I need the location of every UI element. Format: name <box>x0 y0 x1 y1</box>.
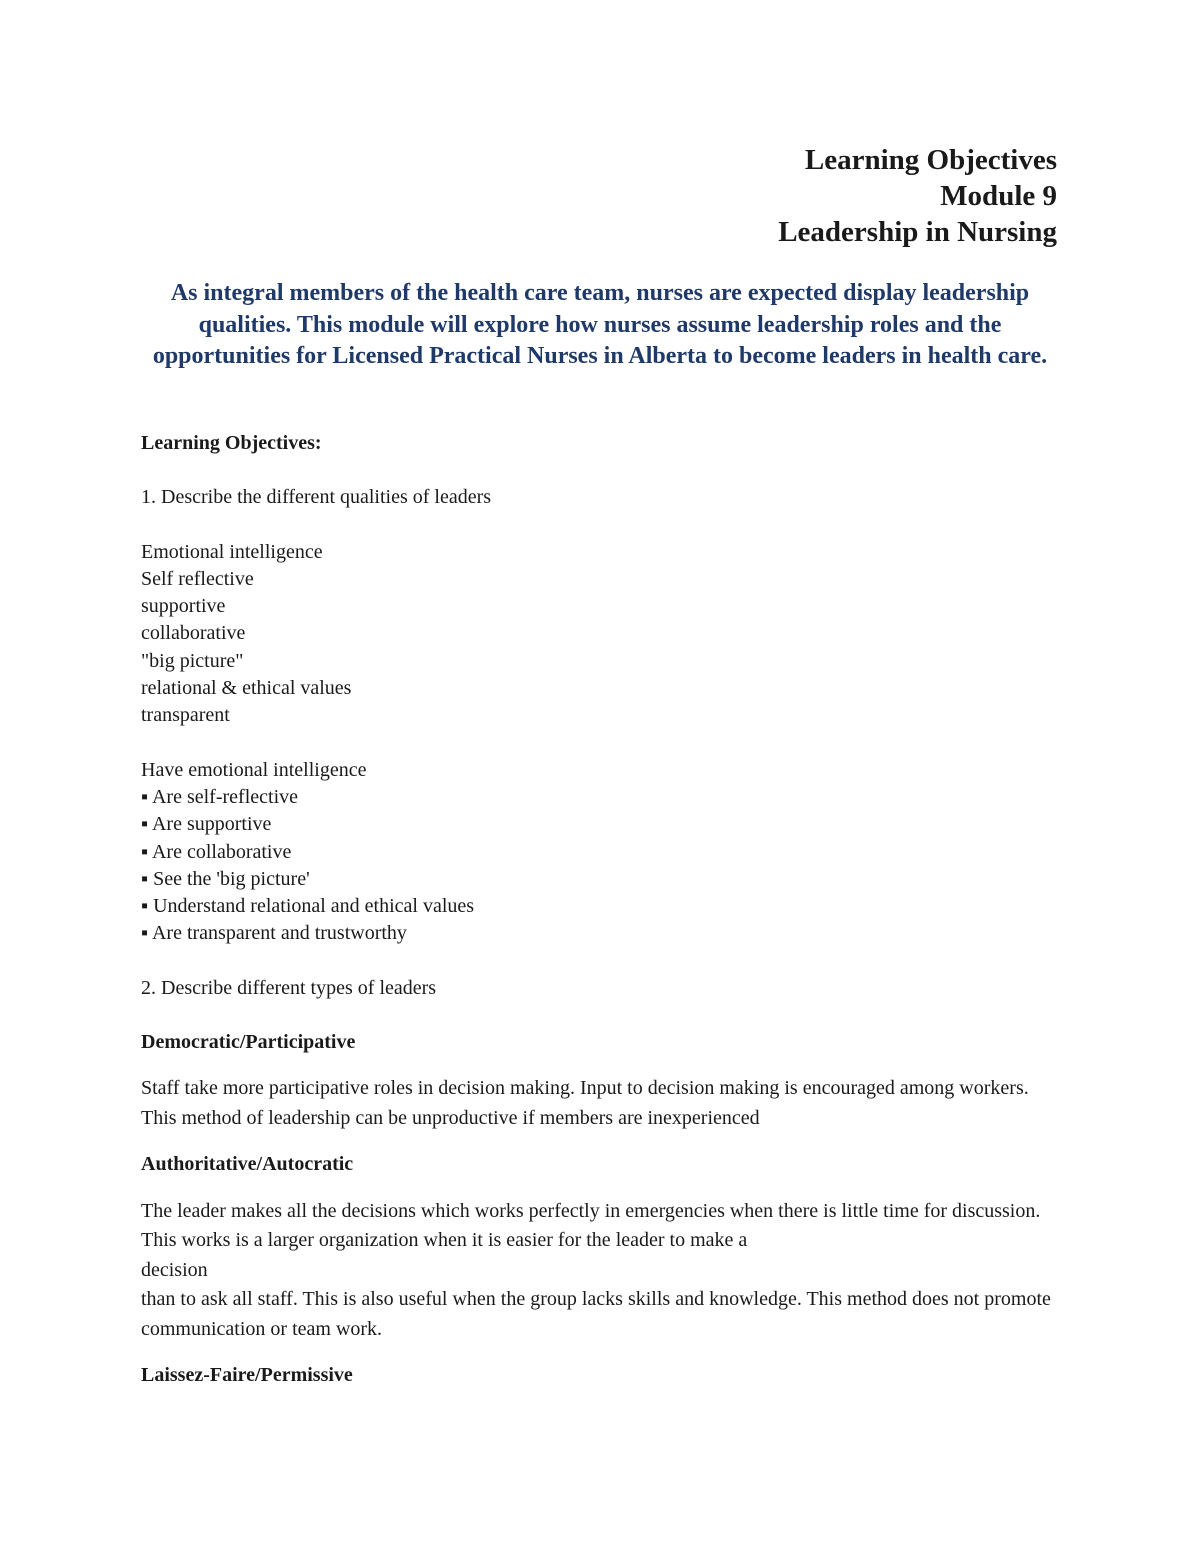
module-number: Module 9 <box>940 180 1057 212</box>
list-item: Emotional intelligence <box>141 540 323 563</box>
authoritative-line: The leader makes all the decisions which works perfectly in emergencies when there is little time for discussion. This works is a larger organization when it is easier for the leader to make a <box>141 1199 1041 1252</box>
document-title: Learning Objectives <box>804 144 1057 176</box>
laissez-faire-heading: Laissez-Faire/Permissive <box>141 1364 353 1387</box>
list-item: ▪ See the 'big picture' <box>141 867 310 890</box>
authoritative-heading: Authoritative/Autocratic <box>141 1153 354 1176</box>
list-item: ▪ Are collaborative <box>141 840 292 863</box>
list-item: collaborative <box>141 622 246 645</box>
list-item: ▪ Are self-reflective <box>141 785 299 808</box>
authoritative-text <box>141 1197 1059 1345</box>
list-item: ▪ Understand relational and ethical values <box>141 895 475 918</box>
authoritative-line: decision <box>141 1258 208 1281</box>
objective-2: 2. Describe different types of leaders <box>141 976 437 999</box>
democratic-text: Staff take more participative roles in decision making. Input to decision making is encouraged among workers. This method of leadership can be unproductive if members are inexperienced <box>141 1077 1029 1129</box>
qualities-detail-heading: Have emotional intelligence <box>141 758 367 781</box>
qualities-detail-list <box>141 757 1059 948</box>
document-body <box>141 430 1059 1389</box>
qualities-list <box>141 539 1059 730</box>
list-item: ▪ Are transparent and trustworthy <box>141 922 407 945</box>
list-item: Self reflective <box>141 567 254 590</box>
objectives-heading: Learning Objectives: <box>141 432 322 454</box>
objective-1: 1. Describe the different qualities of leaders <box>141 486 492 509</box>
module-subtitle: Leadership in Nursing <box>778 216 1057 248</box>
title-block <box>778 142 1057 250</box>
list-item: "big picture" <box>141 649 244 672</box>
list-item: supportive <box>141 595 226 618</box>
list-item: relational & ethical values <box>141 677 352 700</box>
list-item: transparent <box>141 704 230 727</box>
intro-paragraph: As integral members of the health care team, nurses are expected display leadership qualities. This module will explore how nurses assume leadership roles and the opportunities for Licensed Practical Nurses in Alberta to become leaders in health care. <box>152 280 1048 369</box>
authoritative-line: than to ask all staff. This is also useful when the group lacks skills and knowledge. This method does not promote communication or team work. <box>141 1288 1051 1340</box>
list-item: ▪ Are supportive <box>141 813 272 836</box>
democratic-heading: Democratic/Participative <box>141 1031 356 1054</box>
